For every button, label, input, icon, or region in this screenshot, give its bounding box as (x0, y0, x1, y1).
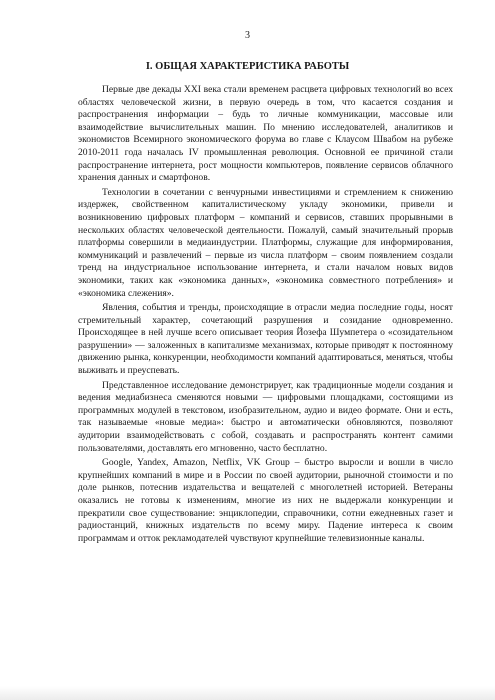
paragraph: Технологии в сочетании с венчурными инвестициями и стремлением к снижению издержек, свойственном капиталистическому укладу экономики, привели и возникновению цифровых платформ – компаний и сервисов, ставших прорывными в нескольких областях человеческой деятельности. Пожалуй, самый значительный прорыв платформы совершили в медиаиндустрии. Платформы, служащие для информирования, коммуникаций и развлечений – первые из числа платформ – своим появлением создали тренд на индустриальное использование интернета, и стали началом новых видов экономики, таких как «экономика данных», «экономика совместного потребления» и «экономика слежения». (78, 186, 453, 299)
document-body (78, 84, 453, 547)
paragraph: Представленное исследование демонстрирует, как традиционные модели создания и ведения медиабизнеса сменяются новыми — цифровыми площадками, состоящими из программных модулей в текстовом, изобразительном, аудио и видео формате. Они и есть, так называемые «новые медиа»: быстро и автоматически обновляются, позволяют аудитории взаимодействовать с собой, создавать и распространять контент самими пользователями, доставлять его мгновенно, часто бесплатно. (78, 379, 453, 454)
section-heading: I. ОБЩАЯ ХАРАКТЕРИСТИКА РАБОТЫ (145, 61, 350, 72)
page-number: 3 (245, 30, 250, 41)
paragraph: Google, Yandex, Amazon, Netflix, VK Group – быстро выросли и вошли в число крупнейших компаний в мире и в России по своей аудитории, рыночной стоимости и по доле рынков, потеснив издательства и вещателей с многолетней историей. Ветераны оказались не готовы к изменениям, многие из них не выдержали конкуренции и прекратили свое существование: энциклопедии, справочники, сотни ежедневных газет и радиостанций, книжных издательств по всему миру. Падение интереса к своим программам и отток рекламодателей чувствуют крупнейшие телевизионные каналы. (78, 457, 453, 544)
paragraph: Явления, события и тренды, происходящие в отрасли медиа последние годы, носят стремительный характер, сочетающий разрушения и созидание одновременно. Происходящее в ней лучше всего описывает теория Йозефа Шумпетера о «созидательном разрушении» — заложенных в капитализме механизмах, которые приводят к постоянному движению рынка, конкуренции, необходимости компаний адаптироваться, меняться, чтобы выживать и преуспевать. (78, 302, 453, 377)
paragraph: Первые две декады XXI века стали временем расцвета цифровых технологий во всех областях человеческой жизни, в первую очередь в том, что касается создания и распространения информации – будь то личные коммуникации, массовые или взаимодействие вычислительных машин. По мнению исследователей, аналитиков и экономистов Всемирного экономического форума во главе с Клаусом Швабом на рубеже 2010-2011 года началась IV промышленная революция. Основной ее причиной стали распространение интернета, рост мощности компьютеров, появление сервисов облачного хранения данных и смартфонов. (78, 84, 453, 184)
page-bottom-edge (0, 686, 495, 700)
